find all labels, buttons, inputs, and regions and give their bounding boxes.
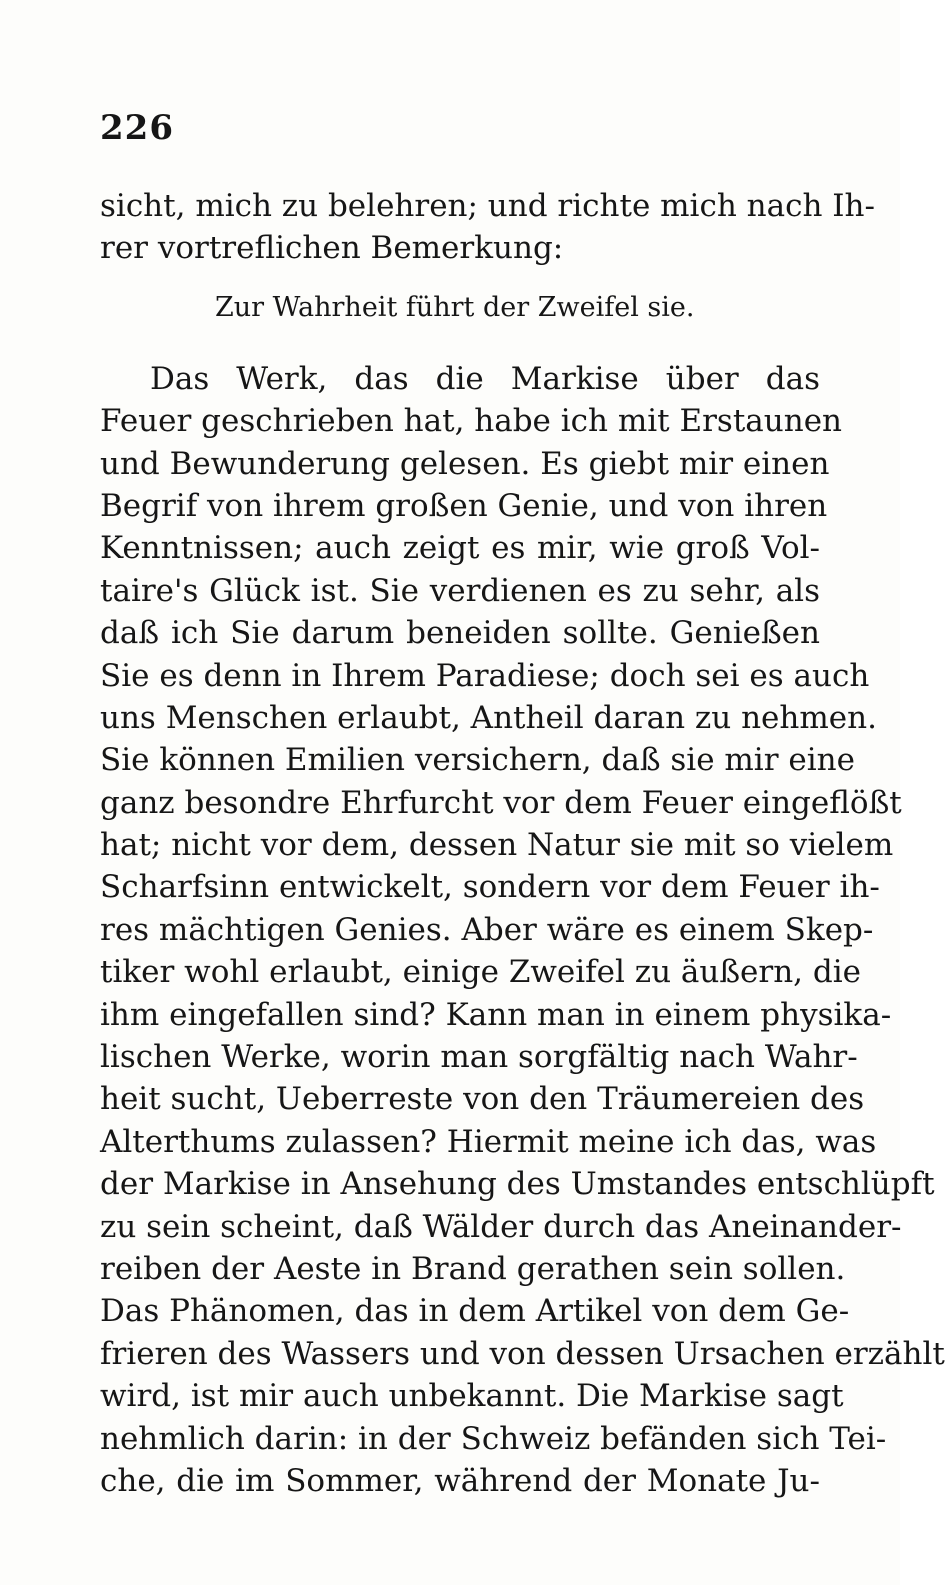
text-line: ganz besondre Ehrfurcht vor dem Feuer eingeflößt [100, 784, 902, 821]
text-line: Das Werk, das die Markise über das [150, 360, 820, 397]
text-line: Kenntnissen; auch zeigt es mir, wie groß Vol- [100, 530, 820, 567]
text-line: heit sucht, Ueberreste von den Träumereien des [100, 1081, 865, 1118]
text-line: nehmlich darin: in der Schweiz befänden sich Tei- [100, 1420, 887, 1457]
text-line: wird, ist mir auch unbekannt. Die Markise sagt [100, 1378, 844, 1415]
verse-quote: Zur Wahrheit führt der Zweifel sie. [215, 291, 695, 323]
text-line: Feuer geschrieben hat, habe ich mit Erstaunen [100, 403, 843, 440]
text-line: ihm eingefallen sind? Kann man in einem physika- [100, 996, 892, 1033]
text-line: uns Menschen erlaubt, Antheil daran zu nehmen. [100, 699, 877, 736]
text-line: che, die im Sommer, während der Monate Ju- [100, 1462, 820, 1499]
text-line: Begrif von ihrem großen Genie, und von ihren [100, 487, 828, 524]
text-line: taire's Glück ist. Sie verdienen es zu sehr, als [100, 572, 820, 609]
text-line: Sie es denn in Ihrem Paradiese; doch sei es auch [100, 657, 870, 694]
text-line: Scharfsinn entwickelt, sondern vor dem Feuer ih- [100, 869, 880, 906]
text-line: lischen Werke, worin man sorgfältig nach Wahr- [100, 1039, 858, 1076]
text-line: und Bewunderung gelesen. Es giebt mir einen [100, 445, 830, 482]
text-line: der Markise in Ansehung des Umstandes entschlüpft [100, 1166, 935, 1203]
text-line: daß ich Sie darum beneiden sollte. Genießen [100, 615, 820, 652]
text-line: res mächtigen Genies. Aber wäre es einem Skep- [100, 911, 874, 948]
text-line: sicht, mich zu belehren; und richte mich nach Ih- [100, 188, 875, 224]
text-block [100, 185, 945, 1502]
text-line: tiker wohl erlaubt, einige Zweifel zu äußern, die [100, 954, 861, 991]
text-line: hat; nicht vor dem, dessen Natur sie mit so vielem [100, 827, 894, 864]
text-line: reiben der Aeste in Brand gerathen sein sollen. [100, 1250, 846, 1287]
text-line: Alterthums zulassen? Hiermit meine ich das, was [100, 1123, 877, 1160]
text-line: rer vortreflichen Bemerkung: [100, 230, 564, 267]
page-number: 226 [100, 108, 174, 148]
text-line: Sie können Emilien versichern, daß sie mir eine [100, 742, 855, 779]
text-line: Das Phänomen, das in dem Artikel von dem Ge- [100, 1293, 850, 1330]
text-line: frieren des Wassers und von dessen Ursachen erzählt [100, 1335, 945, 1372]
text-line: zu sein scheint, daß Wälder durch das Aneinander- [100, 1208, 902, 1245]
